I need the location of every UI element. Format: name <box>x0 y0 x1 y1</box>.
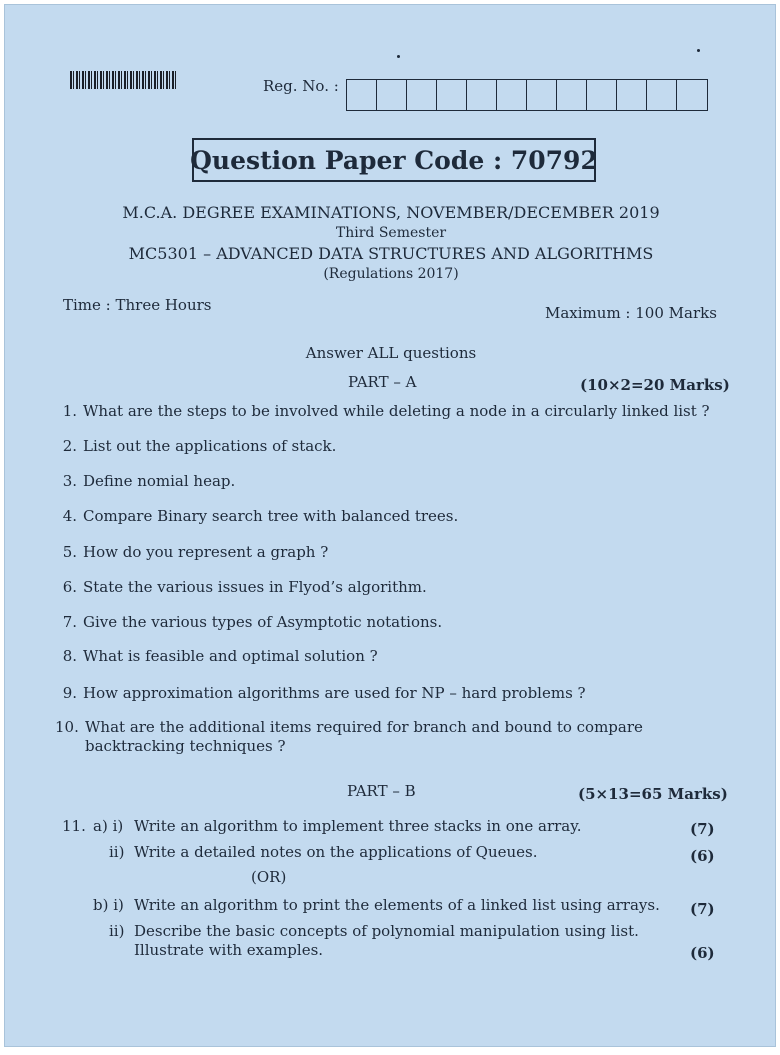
reg-no-box[interactable] <box>437 80 467 110</box>
question-number: 11. <box>62 817 86 835</box>
question-item <box>49 647 378 665</box>
reg-no-boxes[interactable] <box>346 79 708 111</box>
question-text: Compare Binary search tree with balanced trees. <box>83 507 459 525</box>
part-b-marks: (5×13=65 Marks) <box>578 785 728 803</box>
reg-no-box[interactable] <box>587 80 617 110</box>
barcode-icon <box>70 71 176 89</box>
question-number: 5. <box>62 543 77 561</box>
sub-question-label: ii) <box>109 843 125 861</box>
sub-question-marks: (6) <box>690 944 715 962</box>
reg-no-box[interactable] <box>647 80 677 110</box>
sub-question-text: Write a detailed notes on the applications of Queues. <box>134 843 538 861</box>
sub-question-text: Describe the basic concepts of polynomial manipulation using list. Illustrate with examples. <box>134 922 639 959</box>
question-number: 9. <box>62 684 77 702</box>
exam-paper <box>4 4 776 1047</box>
part-b-title: PART – B <box>347 782 416 800</box>
sub-question-marks: (7) <box>690 820 715 838</box>
sub-question-text: Write an algorithm to print the elements of a linked list using arrays. <box>134 896 660 914</box>
question-item <box>49 613 442 631</box>
maximum-marks: Maximum : 100 Marks <box>545 304 717 322</box>
reg-no-label: Reg. No. : <box>263 77 339 95</box>
question-number: 8. <box>62 647 77 665</box>
question-text: What are the additional items required for branch and bound to compare backtracking techniques ? <box>85 718 643 755</box>
question-item <box>49 437 336 455</box>
sub-question-label: ii) <box>109 922 125 940</box>
question-paper-code: Question Paper Code : 70792 <box>192 138 596 182</box>
question-text: Define nomial heap. <box>83 472 236 490</box>
question-text: What is feasible and optimal solution ? <box>83 647 378 665</box>
reg-no-box[interactable] <box>527 80 557 110</box>
sub-question-marks: (7) <box>690 900 715 918</box>
exam-title: M.C.A. DEGREE EXAMINATIONS, NOVEMBER/DECEMBER 2019 <box>122 203 660 222</box>
part-a-marks: (10×2=20 Marks) <box>580 376 730 394</box>
question-number: 2. <box>62 437 77 455</box>
question-number: 7. <box>62 613 77 631</box>
ink-dot <box>697 49 700 52</box>
reg-no-box[interactable] <box>497 80 527 110</box>
subject-title: MC5301 – ADVANCED DATA STRUCTURES AND ALGORITHMS <box>128 244 654 263</box>
exam-duration: Time : Three Hours <box>63 296 212 314</box>
question-text: State the various issues in Flyod’s algorithm. <box>83 578 427 596</box>
reg-no-box[interactable] <box>557 80 587 110</box>
sub-question-label: b) i) <box>93 896 124 914</box>
sub-question-marks: (6) <box>690 847 715 865</box>
question-number: 6. <box>62 578 77 596</box>
question-number: 3. <box>62 472 77 490</box>
part-a-title: PART – A <box>348 373 417 391</box>
question-text: How do you represent a graph ? <box>83 543 329 561</box>
or-divider: (OR) <box>251 868 287 886</box>
question-item <box>55 718 675 756</box>
reg-no-box[interactable] <box>347 80 377 110</box>
question-text: Give the various types of Asymptotic notations. <box>83 613 443 631</box>
question-item <box>49 684 586 702</box>
question-item <box>49 543 328 561</box>
question-number: 10. <box>55 718 79 736</box>
question-text: How approximation algorithms are used for NP – hard problems ? <box>83 684 586 702</box>
reg-no-box[interactable] <box>617 80 647 110</box>
ink-dot <box>397 55 400 58</box>
regulations: (Regulations 2017) <box>323 266 459 282</box>
sub-question-label: a) i) <box>93 817 124 835</box>
reg-no-box[interactable] <box>377 80 407 110</box>
question-text: List out the applications of stack. <box>83 437 337 455</box>
question-item <box>49 578 427 596</box>
semester: Third Semester <box>335 225 447 241</box>
question-number: 1. <box>62 402 77 420</box>
sub-question-text: Write an algorithm to implement three stacks in one array. <box>134 817 582 835</box>
reg-no-box[interactable] <box>467 80 497 110</box>
question-item <box>49 402 710 420</box>
question-text: What are the steps to be involved while deleting a node in a circularly linked list ? <box>83 402 710 420</box>
reg-no-box[interactable] <box>407 80 437 110</box>
question-number: 4. <box>62 507 77 525</box>
question-item <box>49 472 235 490</box>
instructions: Answer ALL questions <box>305 344 477 362</box>
reg-no-box[interactable] <box>677 80 707 110</box>
question-item <box>49 507 458 525</box>
